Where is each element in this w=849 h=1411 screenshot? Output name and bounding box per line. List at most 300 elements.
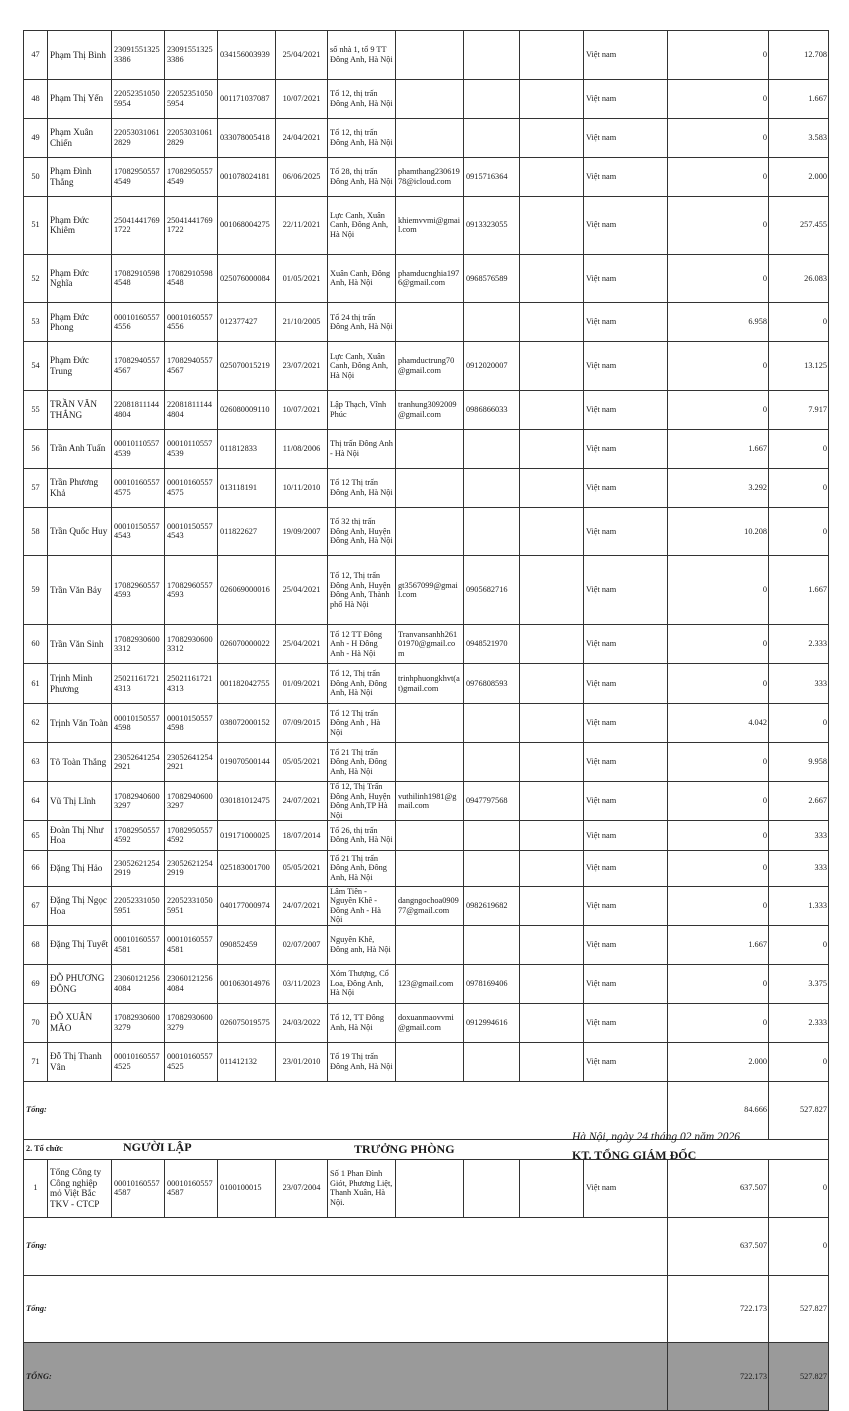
date-cell: 10/11/2010 xyxy=(276,468,328,507)
blank-cell xyxy=(520,850,584,886)
phone-cell xyxy=(464,468,520,507)
nationality-cell: Việt nam xyxy=(584,342,668,391)
grand-total-final xyxy=(24,1343,829,1411)
value1-cell: 0 xyxy=(668,254,769,303)
date-cell: 07/09/2015 xyxy=(276,704,328,743)
stt-cell: 67 xyxy=(24,886,48,925)
date-cell: 25/04/2021 xyxy=(276,556,328,625)
blank-cell xyxy=(520,925,584,964)
name-cell: ĐỖ XUÂN MÃO xyxy=(48,1003,112,1042)
phone-cell xyxy=(464,429,520,468)
address-cell: Tổ 26, thị trấn Đông Anh, Hà Nội xyxy=(328,821,396,851)
date-cell: 25/04/2021 xyxy=(276,625,328,664)
phone-cell xyxy=(464,743,520,782)
email-cell xyxy=(396,704,464,743)
date-cell: 18/07/2014 xyxy=(276,821,328,851)
name-cell: Trần Văn Sinh xyxy=(48,625,112,664)
value1-cell: 0 xyxy=(668,886,769,925)
stt-cell: 68 xyxy=(24,925,48,964)
blank-cell xyxy=(520,468,584,507)
name-cell: Phạm Đức Trung xyxy=(48,342,112,391)
date-cell: 01/09/2021 xyxy=(276,664,328,704)
id1-cell: 250414417691722 xyxy=(112,196,165,254)
email-cell xyxy=(396,925,464,964)
value2-cell: 3.375 xyxy=(769,964,829,1003)
name-cell: Đặng Thị Ngọc Hoa xyxy=(48,886,112,925)
id1-cell: 230526412542921 xyxy=(112,743,165,782)
id1-cell: 170829405574567 xyxy=(112,342,165,391)
email-cell xyxy=(396,821,464,851)
email-cell xyxy=(396,1159,464,1217)
table-row xyxy=(24,664,829,704)
phone-cell xyxy=(464,303,520,342)
phone-cell: 0912994616 xyxy=(464,1003,520,1042)
phone-cell xyxy=(464,118,520,157)
value2-cell: 0 xyxy=(769,429,829,468)
phone-cell xyxy=(464,850,520,886)
code-cell: 025076000084 xyxy=(218,254,276,303)
value1-cell: 0 xyxy=(668,821,769,851)
value2-cell: 12.708 xyxy=(769,31,829,80)
date-cell: 23/01/2010 xyxy=(276,1042,328,1081)
value2-cell: 7.917 xyxy=(769,390,829,429)
date-cell: 11/08/2006 xyxy=(276,429,328,468)
blank-cell xyxy=(520,254,584,303)
value2-cell: 333 xyxy=(769,664,829,704)
value2-cell: 26.083 xyxy=(769,254,829,303)
footer-director: KT. TỔNG GIÁM ĐỐC xyxy=(572,1148,697,1162)
name-cell: Đặng Thị Hảo xyxy=(48,850,112,886)
nationality-cell: Việt nam xyxy=(584,390,668,429)
id2-cell: 230915513253386 xyxy=(165,31,218,80)
table-row xyxy=(24,157,829,196)
id1-cell: 000101505574543 xyxy=(112,507,165,556)
table-row xyxy=(24,342,829,391)
nationality-cell: Việt nam xyxy=(584,821,668,851)
phone-cell: 0978169406 xyxy=(464,964,520,1003)
address-cell: Tổ 12 Thị trấn Đông Anh , Hà Nội xyxy=(328,704,396,743)
name-cell: Phạm Đức Khiêm xyxy=(48,196,112,254)
code-cell: 012377427 xyxy=(218,303,276,342)
value1-cell: 0 xyxy=(668,342,769,391)
phone-cell xyxy=(464,79,520,118)
table-row xyxy=(24,850,829,886)
id1-cell: 220523310505951 xyxy=(112,886,165,925)
stt-cell: 65 xyxy=(24,821,48,851)
nationality-cell: Việt nam xyxy=(584,925,668,964)
value1-cell: 1.667 xyxy=(668,925,769,964)
blank-cell xyxy=(520,507,584,556)
date-cell: 02/07/2007 xyxy=(276,925,328,964)
blank-cell xyxy=(520,664,584,704)
id1-cell: 220523510505954 xyxy=(112,79,165,118)
blank-cell xyxy=(520,118,584,157)
total-value2: 527.827 xyxy=(769,1343,829,1411)
nationality-cell: Việt nam xyxy=(584,468,668,507)
stt-cell: 51 xyxy=(24,196,48,254)
email-cell xyxy=(396,850,464,886)
value1-cell: 0 xyxy=(668,79,769,118)
id2-cell: 250211617214313 xyxy=(165,664,218,704)
stt-cell: 56 xyxy=(24,429,48,468)
stt-cell: 55 xyxy=(24,390,48,429)
total-value2: 527.827 xyxy=(769,1081,829,1139)
id2-cell: 000101605574556 xyxy=(165,303,218,342)
section-title: 2. Tổ chức xyxy=(24,1139,829,1159)
id2-cell: 230601212564084 xyxy=(165,964,218,1003)
code-cell: 011412132 xyxy=(218,1042,276,1081)
name-cell: Phạm Thị Bình xyxy=(48,31,112,80)
nationality-cell: Việt nam xyxy=(584,743,668,782)
date-cell: 01/05/2021 xyxy=(276,254,328,303)
address-cell: Tổ 12, thị trấn Đông Anh, Hà Nội xyxy=(328,118,396,157)
value1-cell: 0 xyxy=(668,390,769,429)
value2-cell: 333 xyxy=(769,850,829,886)
address-cell: Tổ 12, thị trấn Đông Anh, Hà Nội xyxy=(328,79,396,118)
value1-cell: 0 xyxy=(668,782,769,821)
code-cell: 040177000974 xyxy=(218,886,276,925)
code-cell: 011822627 xyxy=(218,507,276,556)
name-cell: Tô Toàn Thắng xyxy=(48,743,112,782)
date-cell: 25/04/2021 xyxy=(276,31,328,80)
nationality-cell: Việt nam xyxy=(584,782,668,821)
address-cell: Tổ 12, TT Đông Anh, Hà Nội xyxy=(328,1003,396,1042)
code-cell: 090852459 xyxy=(218,925,276,964)
code-cell: 026075019575 xyxy=(218,1003,276,1042)
value1-cell: 0 xyxy=(668,743,769,782)
email-cell: tranhung3092009@gmail.com xyxy=(396,390,464,429)
email-cell: Tranvansanhh26101970@gmail.com xyxy=(396,625,464,664)
footer-preparer: NGƯỜI LẬP xyxy=(123,1140,192,1154)
table-row xyxy=(24,196,829,254)
value2-cell: 2.667 xyxy=(769,782,829,821)
nationality-cell: Việt nam xyxy=(584,507,668,556)
value1-cell: 0 xyxy=(668,964,769,1003)
date-cell: 24/03/2022 xyxy=(276,1003,328,1042)
address-cell: Lâm Tiên - Nguyên Khê - Đông Anh - Hà Nội xyxy=(328,886,396,925)
stt-cell: 61 xyxy=(24,664,48,704)
shareholder-table xyxy=(23,30,829,1411)
address-cell: Lực Canh, Xuân Canh, Đông Anh, Hà Nội xyxy=(328,196,396,254)
email-cell xyxy=(396,743,464,782)
code-cell: 0100100015 xyxy=(218,1159,276,1217)
total-label: TỔNG: xyxy=(24,1343,668,1411)
code-cell: 026070000022 xyxy=(218,625,276,664)
id2-cell: 250414417691722 xyxy=(165,196,218,254)
value1-cell: 0 xyxy=(668,1003,769,1042)
stt-cell: 47 xyxy=(24,31,48,80)
address-cell: Nguyên Khê, Đông anh, Hà Nội xyxy=(328,925,396,964)
value2-cell: 1.333 xyxy=(769,886,829,925)
blank-cell xyxy=(520,1003,584,1042)
id2-cell: 170829405574567 xyxy=(165,342,218,391)
name-cell: Phạm Đức Phong xyxy=(48,303,112,342)
grand-total xyxy=(24,1275,829,1343)
id1-cell: 000101605574525 xyxy=(112,1042,165,1081)
id1-cell: 170829306003312 xyxy=(112,625,165,664)
address-cell: Tổ 32 thị trấn Đông Anh, Huyện Đông Anh, Hà Nội xyxy=(328,507,396,556)
email-cell xyxy=(396,429,464,468)
date-cell: 05/05/2021 xyxy=(276,743,328,782)
id2-cell: 220523310505951 xyxy=(165,886,218,925)
value1-cell: 0 xyxy=(668,850,769,886)
date-cell: 22/11/2021 xyxy=(276,196,328,254)
stt-cell: 49 xyxy=(24,118,48,157)
value1-cell: 3.292 xyxy=(668,468,769,507)
id2-cell: 230526212542919 xyxy=(165,850,218,886)
email-cell xyxy=(396,303,464,342)
table-row xyxy=(24,1159,829,1217)
total-label: Tổng: xyxy=(24,1217,668,1275)
table-row xyxy=(24,625,829,664)
address-cell: Tổ 21 Thị trấn Đông Anh, Đông Anh, Hà Nội xyxy=(328,743,396,782)
address-cell: Tổ 12, Thị trấn Đông Anh, Đông Anh, Hà Nội xyxy=(328,664,396,704)
table-row xyxy=(24,390,829,429)
name-cell: Trịnh Minh Phương xyxy=(48,664,112,704)
id1-cell: 000101605574575 xyxy=(112,468,165,507)
value1-cell: 4.042 xyxy=(668,704,769,743)
id1-cell: 230601212564084 xyxy=(112,964,165,1003)
stt-cell: 59 xyxy=(24,556,48,625)
date-cell: 23/07/2004 xyxy=(276,1159,328,1217)
table-row xyxy=(24,782,829,821)
address-cell: Tổ 12, Thị Trấn Đông Anh, Huyện Đông Anh,TP Hà Nội xyxy=(328,782,396,821)
nationality-cell: Việt nam xyxy=(584,1159,668,1217)
stt-cell: 71 xyxy=(24,1042,48,1081)
blank-cell xyxy=(520,303,584,342)
value1-cell: 2.000 xyxy=(668,1042,769,1081)
table-row xyxy=(24,118,829,157)
value1-cell: 0 xyxy=(668,31,769,80)
id2-cell: 220523510505954 xyxy=(165,79,218,118)
address-cell: Tổ 21 Thị trấn Đông Anh, Đông Anh, Hà Nội xyxy=(328,850,396,886)
value2-cell: 0 xyxy=(769,925,829,964)
value1-cell: 0 xyxy=(668,664,769,704)
name-cell: Trần Phương Khả xyxy=(48,468,112,507)
value2-cell: 0 xyxy=(769,1159,829,1217)
nationality-cell: Việt nam xyxy=(584,31,668,80)
id2-cell: 000101605574575 xyxy=(165,468,218,507)
name-cell: Phạm Đức Nghĩa xyxy=(48,254,112,303)
stt-cell: 48 xyxy=(24,79,48,118)
value2-cell: 257.455 xyxy=(769,196,829,254)
id1-cell: 170829505574592 xyxy=(112,821,165,851)
value2-cell: 2.333 xyxy=(769,1003,829,1042)
phone-cell xyxy=(464,1042,520,1081)
phone-cell xyxy=(464,31,520,80)
date-cell: 19/09/2007 xyxy=(276,507,328,556)
id2-cell: 000101505574598 xyxy=(165,704,218,743)
code-cell: 038072000152 xyxy=(218,704,276,743)
nationality-cell: Việt nam xyxy=(584,964,668,1003)
code-cell: 026080009110 xyxy=(218,390,276,429)
name-cell: Phạm Xuân Chiến xyxy=(48,118,112,157)
blank-cell xyxy=(520,625,584,664)
stt-cell: 1 xyxy=(24,1159,48,1217)
table-row xyxy=(24,31,829,80)
nationality-cell: Việt nam xyxy=(584,556,668,625)
code-cell: 001182042755 xyxy=(218,664,276,704)
stt-cell: 53 xyxy=(24,303,48,342)
id1-cell: 000101505574598 xyxy=(112,704,165,743)
id2-cell: 000101605574581 xyxy=(165,925,218,964)
phone-cell: 0947797568 xyxy=(464,782,520,821)
value2-cell: 333 xyxy=(769,821,829,851)
id2-cell: 000101605574587 xyxy=(165,1159,218,1217)
table-row xyxy=(24,964,829,1003)
phone-cell: 0976808593 xyxy=(464,664,520,704)
code-cell: 001171037087 xyxy=(218,79,276,118)
date-cell: 06/06/2025 xyxy=(276,157,328,196)
email-cell xyxy=(396,79,464,118)
value2-cell: 3.583 xyxy=(769,118,829,157)
name-cell: Vũ Thị Lĩnh xyxy=(48,782,112,821)
address-cell: Tổ 24 thị trấn Đông Anh, Hà Nội xyxy=(328,303,396,342)
blank-cell xyxy=(520,157,584,196)
address-cell: Tổ 28, thị trấn Đông Anh, Hà Nội xyxy=(328,157,396,196)
email-cell: doxuanmaovvmi@gmail.com xyxy=(396,1003,464,1042)
id1-cell: 230526212542919 xyxy=(112,850,165,886)
code-cell: 033078005418 xyxy=(218,118,276,157)
footer-head-dept: TRƯỞNG PHÒNG xyxy=(354,1142,455,1156)
stt-cell: 70 xyxy=(24,1003,48,1042)
date-cell: 23/07/2021 xyxy=(276,342,328,391)
code-cell: 001063014976 xyxy=(218,964,276,1003)
table-row xyxy=(24,429,829,468)
nationality-cell: Việt nam xyxy=(584,79,668,118)
stt-cell: 66 xyxy=(24,850,48,886)
phone-cell xyxy=(464,1159,520,1217)
blank-cell xyxy=(520,964,584,1003)
date-cell: 10/07/2021 xyxy=(276,390,328,429)
blank-cell xyxy=(520,743,584,782)
blank-cell xyxy=(520,782,584,821)
stt-cell: 69 xyxy=(24,964,48,1003)
id2-cell: 170829505574549 xyxy=(165,157,218,196)
id1-cell: 170829306003279 xyxy=(112,1003,165,1042)
nationality-cell: Việt nam xyxy=(584,157,668,196)
address-cell: Xuân Canh, Đông Anh, Hà Nội xyxy=(328,254,396,303)
footer-place-date: Hà Nội, ngày 24 tháng 02 năm 2026 xyxy=(572,1131,741,1143)
email-cell xyxy=(396,507,464,556)
code-cell: 013118191 xyxy=(218,468,276,507)
phone-cell: 0968576589 xyxy=(464,254,520,303)
nationality-cell: Việt nam xyxy=(584,303,668,342)
nationality-cell: Việt nam xyxy=(584,118,668,157)
phone-cell: 0915716364 xyxy=(464,157,520,196)
nationality-cell: Việt nam xyxy=(584,254,668,303)
code-cell: 034156003939 xyxy=(218,31,276,80)
total-value1: 722.173 xyxy=(668,1343,769,1411)
name-cell: Đặng Thị Tuyết xyxy=(48,925,112,964)
phone-cell: 0905682716 xyxy=(464,556,520,625)
code-cell: 026069000016 xyxy=(218,556,276,625)
total-value2: 0 xyxy=(769,1217,829,1275)
code-cell: 025183001700 xyxy=(218,850,276,886)
table-row xyxy=(24,886,829,925)
name-cell: Phạm Thị Yến xyxy=(48,79,112,118)
value2-cell: 0 xyxy=(769,468,829,507)
total-value2: 527.827 xyxy=(769,1275,829,1343)
date-cell: 10/07/2021 xyxy=(276,79,328,118)
name-cell: Đỗ Thị Thanh Vân xyxy=(48,1042,112,1081)
id2-cell: 000101605574525 xyxy=(165,1042,218,1081)
stt-cell: 63 xyxy=(24,743,48,782)
email-cell: gt3567099@gmail.com xyxy=(396,556,464,625)
phone-cell xyxy=(464,821,520,851)
code-cell: 030181012475 xyxy=(218,782,276,821)
nationality-cell: Việt nam xyxy=(584,850,668,886)
nationality-cell: Việt nam xyxy=(584,1003,668,1042)
id1-cell: 220818111444804 xyxy=(112,390,165,429)
address-cell: số nhà 1, tổ 9 TT Đông Anh, Hà Nội xyxy=(328,31,396,80)
id2-cell: 170829505574592 xyxy=(165,821,218,851)
address-cell: Tổ 19 Thị trấn Đông Anh, Hà Nội xyxy=(328,1042,396,1081)
value2-cell: 13.125 xyxy=(769,342,829,391)
id1-cell: 170829605574593 xyxy=(112,556,165,625)
value2-cell: 0 xyxy=(769,507,829,556)
value1-cell: 10.208 xyxy=(668,507,769,556)
value1-cell: 6.958 xyxy=(668,303,769,342)
id1-cell: 170829406003297 xyxy=(112,782,165,821)
phone-cell xyxy=(464,925,520,964)
total-value1: 84.666 xyxy=(668,1081,769,1139)
phone-cell: 0913323055 xyxy=(464,196,520,254)
date-cell: 24/07/2021 xyxy=(276,782,328,821)
nationality-cell: Việt nam xyxy=(584,664,668,704)
value1-cell: 0 xyxy=(668,157,769,196)
value1-cell: 637.507 xyxy=(668,1159,769,1217)
address-cell: Tổ 12 TT Đông Anh - H Đông Anh - Hà Nội xyxy=(328,625,396,664)
blank-cell xyxy=(520,390,584,429)
email-cell: phamthang23061978@icloud.com xyxy=(396,157,464,196)
email-cell xyxy=(396,31,464,80)
phone-cell: 0912020007 xyxy=(464,342,520,391)
blank-cell xyxy=(520,429,584,468)
date-cell: 24/07/2021 xyxy=(276,886,328,925)
date-cell: 03/11/2023 xyxy=(276,964,328,1003)
id2-cell: 220818111444804 xyxy=(165,390,218,429)
id1-cell: 220530310612829 xyxy=(112,118,165,157)
email-cell: trinhphuongkhvt(at)gmail.com xyxy=(396,664,464,704)
value1-cell: 0 xyxy=(668,625,769,664)
code-cell: 011812833 xyxy=(218,429,276,468)
value2-cell: 0 xyxy=(769,1042,829,1081)
total-label: Tổng: xyxy=(24,1081,668,1139)
table-row xyxy=(24,1042,829,1081)
code-cell: 025070015219 xyxy=(218,342,276,391)
id1-cell: 250211617214313 xyxy=(112,664,165,704)
table-row xyxy=(24,556,829,625)
value1-cell: 0 xyxy=(668,196,769,254)
stt-cell: 58 xyxy=(24,507,48,556)
value1-cell: 0 xyxy=(668,118,769,157)
id1-cell: 000101105574539 xyxy=(112,429,165,468)
name-cell: Tổng Công ty Công nghiệp mỏ Việt Bắc TKV - CTCP xyxy=(48,1159,112,1217)
name-cell: Đoàn Thị Như Hoa xyxy=(48,821,112,851)
blank-cell xyxy=(520,1042,584,1081)
id2-cell: 220530310612829 xyxy=(165,118,218,157)
stt-cell: 62 xyxy=(24,704,48,743)
table-row xyxy=(24,79,829,118)
id2-cell: 170829605574593 xyxy=(165,556,218,625)
address-cell: Lực Canh, Xuân Canh, Đông Anh, Hà Nội xyxy=(328,342,396,391)
value2-cell: 0 xyxy=(769,704,829,743)
total-value1: 722.173 xyxy=(668,1275,769,1343)
date-cell: 24/04/2021 xyxy=(276,118,328,157)
blank-cell xyxy=(520,79,584,118)
blank-cell xyxy=(520,196,584,254)
